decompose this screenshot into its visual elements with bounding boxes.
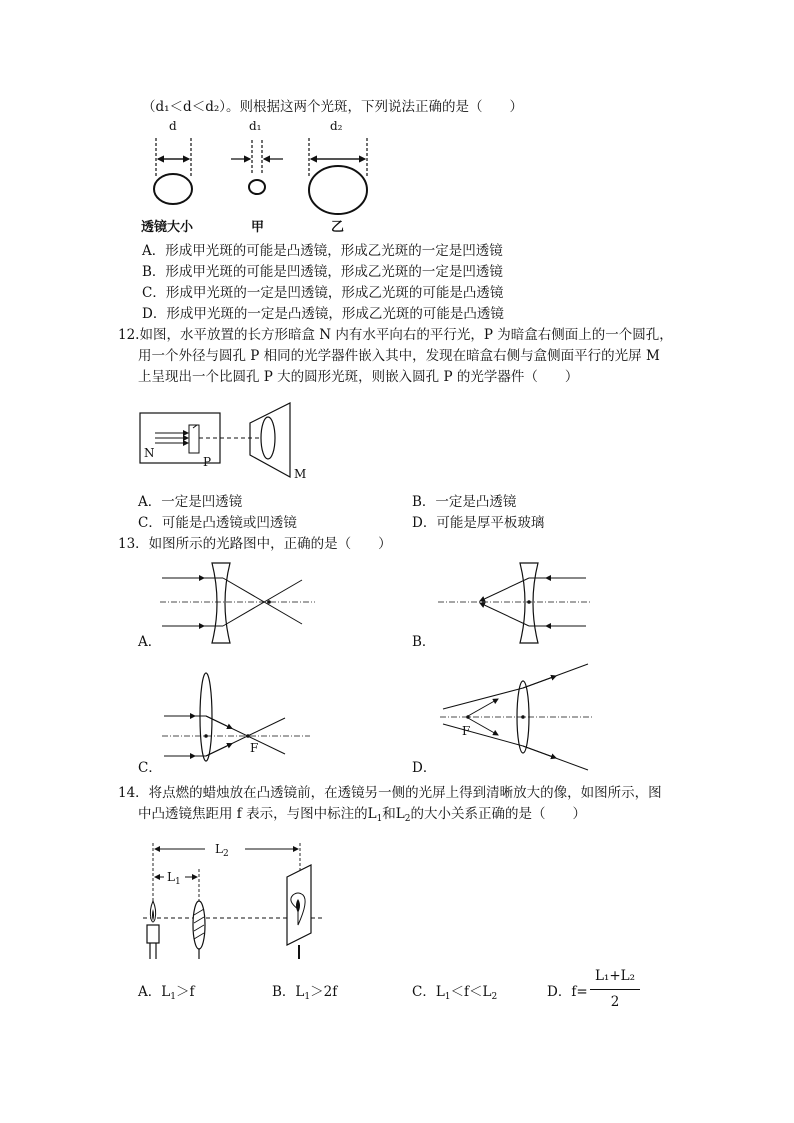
label-jia: 甲 <box>251 220 265 235</box>
q13-label-b: B． <box>412 634 436 650</box>
q11-option-d: D．形成甲光斑的一定是凸透镜，形成乙光斑的可能是凸透镜 <box>142 306 504 322</box>
q12-stem-line1: 12.如图，水平放置的长方形暗盒 N 内有水平向右的平行光，P 为暗盒右侧面上的一个圆孔， <box>118 327 673 343</box>
q13-figure-d <box>438 662 598 774</box>
q12-option-b: B．一定是凸透镜 <box>412 494 517 510</box>
q14-option-d-numerator: L₁+L₂ <box>594 968 636 984</box>
label-d: d <box>169 119 177 133</box>
q12-option-a: A．一定是凹透镜 <box>138 494 243 510</box>
q12-option-d: D．可能是厚平板玻璃 <box>412 515 545 531</box>
q13-label-a: A． <box>138 634 162 650</box>
q11-option-b: B．形成甲光斑的可能是凹透镜，形成乙光斑的一定是凹透镜 <box>142 264 503 280</box>
q14-option-d-denominator: 2 <box>610 994 620 1010</box>
label-P: P <box>203 455 212 469</box>
q14-stem-line2: 中凸透镜焦距用 f 表示，与图中标注的$L_1$和$L_2$的大小关系正确的是（ ） <box>138 806 586 824</box>
q13-figure-c <box>160 670 320 770</box>
q13-figure-b <box>438 558 598 650</box>
q13-figure-a <box>160 558 320 650</box>
q14-option-c: C．$L_1<f<L_2$ <box>412 984 498 1002</box>
label-N: N <box>144 446 155 460</box>
q11-figure <box>125 118 385 236</box>
label-yi: 乙 <box>331 220 345 235</box>
q14-stem-line1: 14．将点燃的蜡烛放在凸透镜前，在透镜另一侧的光屏上得到清晰放大的像，如图所示，图 <box>118 785 662 801</box>
q12-figure <box>135 395 335 485</box>
q13-label-c: C． <box>138 760 162 776</box>
q12-option-c: C．可能是凸透镜或凹透镜 <box>138 515 297 531</box>
q14-figure <box>135 835 335 965</box>
label-M: M <box>294 467 307 481</box>
label-d2: d₂ <box>330 119 343 133</box>
q14-option-d-prefix: D．f= <box>547 984 588 1000</box>
q11-option-a: A．形成甲光斑的可能是凸透镜，形成乙光斑的一定是凹透镜 <box>142 243 503 259</box>
label-d1: d₁ <box>249 119 262 133</box>
q14-option-d-fraction-bar <box>590 989 640 990</box>
q12-stem-line3: 上呈现出一个比圆孔 P 大的圆形光斑，则嵌入圆孔 P 的光学器件（ ） <box>138 369 579 385</box>
q14-option-b: B．$L_1>2f$ <box>272 984 338 1002</box>
q13-c-focus-label: F <box>250 741 259 755</box>
q13-stem: 13．如图所示的光路图中，正确的是（ ） <box>118 536 392 552</box>
label-lens-size: 透镜大小 <box>141 220 194 235</box>
q11-option-c: C．形成甲光斑的一定是凹透镜，形成乙光斑的可能是凸透镜 <box>142 285 504 301</box>
q13-d-focus-label: F <box>462 724 471 738</box>
q11-intro: （d₁＜d＜d₂）。则根据这两个光斑，下列说法正确的是（ ） <box>142 99 523 115</box>
q14-fig-L1: $L_1$ <box>167 870 181 887</box>
q14-fig-L2: $L_2$ <box>215 842 229 859</box>
q12-stem-line2: 用一个外径与圆孔 P 相同的光学器件嵌入其中，发现在暗盒右侧与盒侧面平行的光屏 M <box>138 348 660 364</box>
q13-label-d: D． <box>412 760 437 776</box>
q14-option-a: A．$L_1>f$ <box>138 984 195 1002</box>
